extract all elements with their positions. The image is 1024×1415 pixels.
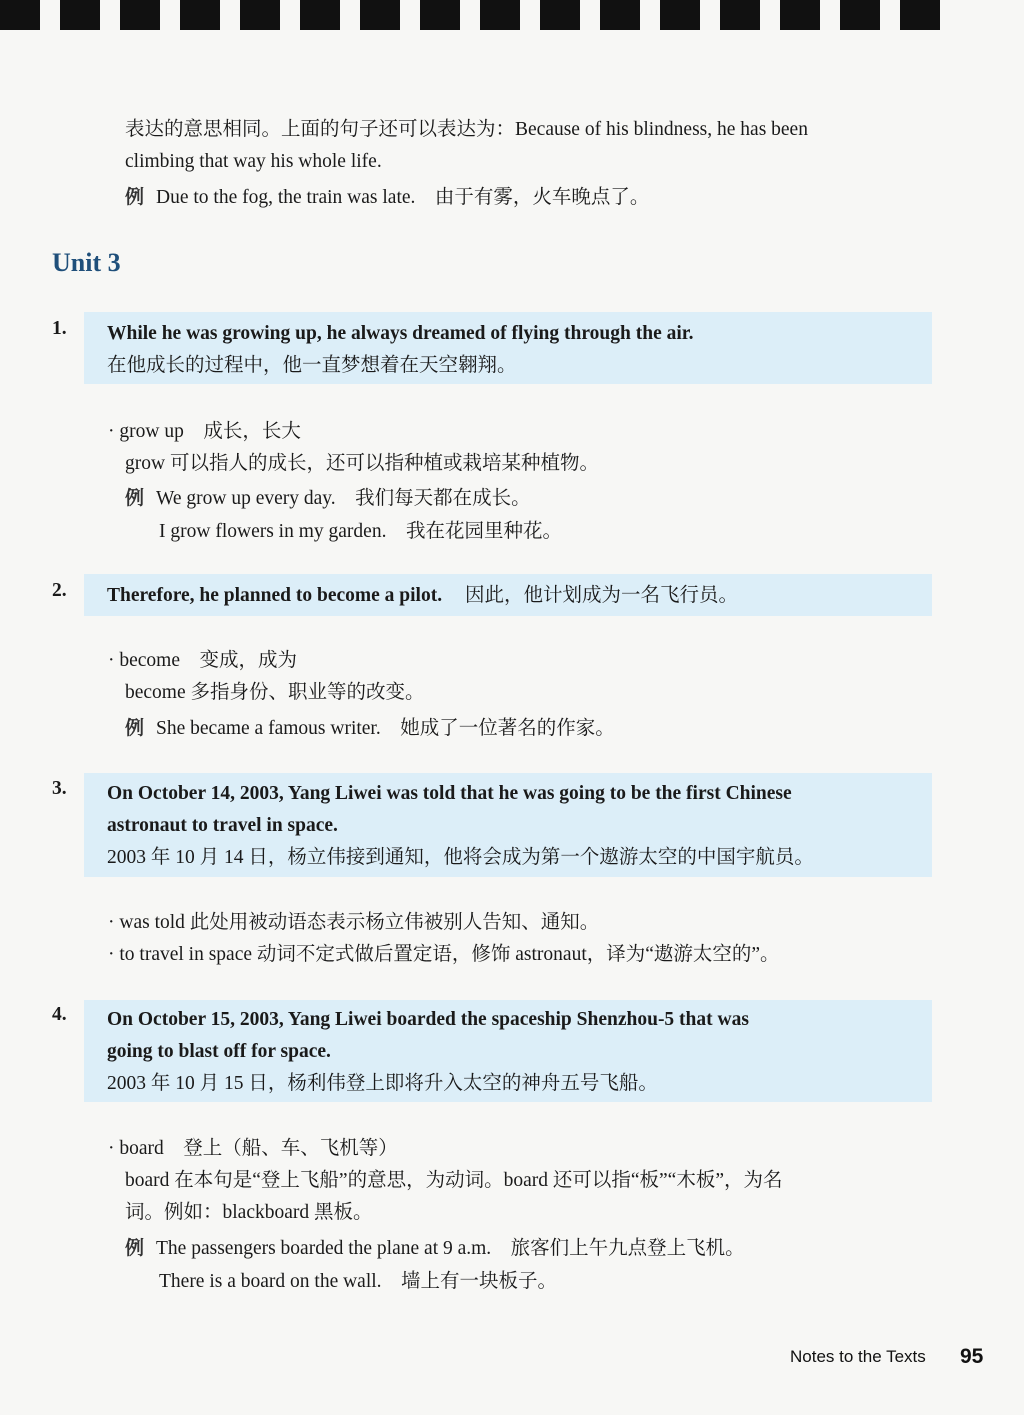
note-1-point-body: grow 可以指人的成长，还可以指种植或栽培某种植物。	[125, 453, 599, 474]
example-marker: 例	[125, 186, 145, 208]
intro-example	[125, 181, 649, 214]
note-number-4: 4.	[52, 1004, 67, 1025]
example-marker: 例	[125, 717, 145, 739]
note-2-point-head: · become 变成，成为	[108, 650, 298, 671]
page-number: 95	[960, 1345, 984, 1368]
note-2-chinese: 因此，他计划成为一名飞行员。	[464, 585, 738, 606]
example-marker: 例	[125, 1237, 145, 1259]
note-number-2: 2.	[52, 580, 67, 601]
footer-section-label: Notes to the Texts	[790, 1347, 926, 1366]
example-text: We grow up every day. 我们每天都在成长。	[156, 488, 531, 509]
example-marker: 例	[125, 487, 145, 509]
note-4-english-line-1: On October 15, 2003, Yang Liwei boarded the spaceship Shenzhou-5 that was	[107, 1009, 749, 1030]
intro-line-1: 表达的意思相同。上面的句子还可以表达为：Because of his blindness, he has been	[125, 119, 808, 140]
note-2-sentence	[107, 580, 738, 612]
note-3-chinese: 2003 年 10 月 14 日，杨立伟接到通知，他将会成为第一个遨游太空的中国宇航员。	[107, 847, 814, 868]
note-2-point-body: become 多指身份、职业等的改变。	[125, 682, 425, 703]
note-4-example-2: There is a board on the wall. 墙上有一块板子。	[159, 1271, 558, 1292]
note-4-point-body-2: 词。例如：blackboard 黑板。	[125, 1202, 373, 1223]
note-4-example-1	[125, 1232, 745, 1265]
note-2-english: Therefore, he planned to become a pilot.	[107, 585, 443, 606]
example-text: She became a famous writer. 她成了一位著名的作家。	[156, 718, 615, 739]
note-1-example-1	[125, 482, 531, 515]
unit-title: Unit 3	[52, 248, 121, 277]
note-1-english: While he was growing up, he always dreamed of flying through the air.	[107, 323, 694, 344]
note-4-point-body-1: board 在本句是“登上飞船”的意思，为动词。board 还可以指“板”“木板”，为名	[125, 1170, 783, 1191]
note-3-english-line-1: On October 14, 2003, Yang Liwei was told that he was going to be the first Chinese	[107, 783, 792, 804]
note-3-point-1: · was told 此处用被动语态表示杨立伟被别人告知、通知。	[108, 912, 600, 933]
note-3-point-2: · to travel in space 动词不定式做后置定语，修饰 astronaut，译为“遨游太空的”。	[108, 944, 780, 965]
note-1-chinese: 在他成长的过程中，他一直梦想着在天空翱翔。	[107, 355, 517, 376]
example-text: The passengers boarded the plane at 9 a.m. 旅客们上午九点登上飞机。	[156, 1238, 745, 1259]
note-1-point-head: · grow up 成长，长大	[108, 421, 301, 442]
page-edge-marks	[0, 0, 1024, 30]
example-text: Due to the fog, the train was late. 由于有雾，火车晚点了。	[156, 187, 650, 208]
intro-line-2: climbing that way his whole life.	[125, 151, 382, 172]
note-3-english-line-2: astronaut to travel in space.	[107, 815, 338, 836]
note-4-point-head: · board 登上（船、车、飞机等）	[108, 1138, 398, 1159]
note-number-3: 3.	[52, 778, 67, 799]
note-1-example-2: I grow flowers in my garden. 我在花园里种花。	[159, 521, 562, 542]
note-4-chinese: 2003 年 10 月 15 日，杨利伟登上即将升入太空的神舟五号飞船。	[107, 1073, 658, 1094]
note-number-1: 1.	[52, 318, 67, 339]
note-2-example-1	[125, 712, 615, 745]
note-4-english-line-2: going to blast off for space.	[107, 1041, 331, 1062]
